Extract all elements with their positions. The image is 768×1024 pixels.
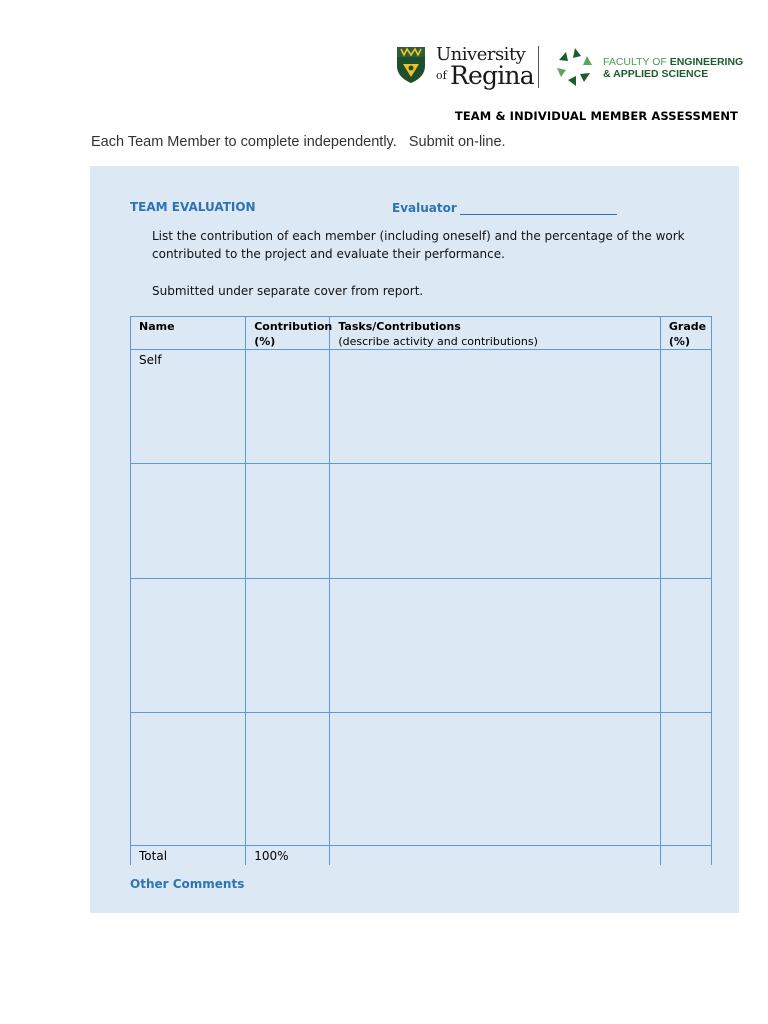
table-row xyxy=(131,464,712,579)
name-cell[interactable] xyxy=(131,464,246,579)
total-grade-cell[interactable] xyxy=(660,846,711,865)
grade-value xyxy=(661,713,711,715)
evaluation-panel xyxy=(90,166,739,913)
grade-cell[interactable] xyxy=(660,579,711,713)
faculty-line1-bold: ENGINEERING xyxy=(669,56,744,68)
table-header-row xyxy=(131,317,712,350)
header-grade-unit: (%) xyxy=(668,335,690,348)
header-tasks-sub: (describe activity and contributions) xyxy=(338,335,538,348)
tasks-cell[interactable] xyxy=(330,713,661,846)
tasks-value xyxy=(330,579,660,581)
evaluator-input-line[interactable] xyxy=(460,200,617,215)
grade-value xyxy=(661,579,711,581)
evaluator-field[interactable] xyxy=(392,200,617,215)
name-cell[interactable] xyxy=(131,713,246,846)
header-name xyxy=(131,317,246,350)
header-contribution xyxy=(246,317,333,350)
other-comments-label: Other Comments xyxy=(130,877,245,891)
section-title: TEAM EVALUATION xyxy=(130,200,256,214)
total-label: Total xyxy=(139,849,168,863)
submitted-note: Submitted under separate cover from report. xyxy=(152,284,424,298)
contribution-value xyxy=(246,350,329,352)
name-cell[interactable] xyxy=(131,579,246,713)
contribution-value xyxy=(246,713,329,715)
total-row xyxy=(131,846,712,865)
name-value xyxy=(131,464,245,466)
logo-divider xyxy=(538,46,539,88)
document-title: TEAM & INDIVIDUAL MEMBER ASSESSMENT xyxy=(454,109,738,123)
total-value-cell xyxy=(246,846,330,865)
university-line2: Regina xyxy=(450,61,534,90)
evaluator-label: Evaluator xyxy=(392,201,457,215)
name-value xyxy=(131,579,245,581)
header-name-label: Name xyxy=(139,320,175,333)
contribution-cell[interactable] xyxy=(246,350,330,464)
header-tasks xyxy=(330,317,661,350)
name-value xyxy=(131,713,245,715)
contribution-cell[interactable] xyxy=(246,464,330,579)
instructions-text: Each Team Member to complete independently. Submit on-line. xyxy=(91,134,506,150)
table-row xyxy=(131,579,712,713)
tasks-value xyxy=(330,350,660,352)
name-cell[interactable] xyxy=(131,350,246,464)
grade-value xyxy=(661,464,711,466)
header-grade xyxy=(660,317,711,350)
grade-cell[interactable] xyxy=(660,464,711,579)
form-description: List the contribution of each member (including oneself) and the percentage of the work contributed to the project and evaluate their performance. xyxy=(152,229,685,261)
grade-value xyxy=(661,350,711,352)
grade-cell[interactable] xyxy=(660,350,711,464)
total-value: 100% xyxy=(254,849,289,863)
header-logos xyxy=(392,40,742,96)
tasks-cell[interactable] xyxy=(330,464,661,579)
grade-cell[interactable] xyxy=(660,713,711,846)
contribution-cell[interactable] xyxy=(246,713,330,846)
header-contribution-unit: (%) xyxy=(254,335,276,348)
contribution-value xyxy=(246,464,329,466)
contribution-cell[interactable] xyxy=(246,579,330,713)
tasks-value xyxy=(330,713,660,715)
university-line1: University xyxy=(436,44,526,65)
header-grade-label: Grade xyxy=(668,320,707,333)
tasks-cell[interactable] xyxy=(330,579,661,713)
faculty-line1-light: FACULTY OF xyxy=(603,56,670,68)
tasks-value xyxy=(330,464,660,466)
table-row xyxy=(131,713,712,846)
university-of: of xyxy=(436,69,447,82)
header-tasks-label: Tasks/Contributions xyxy=(338,320,461,333)
total-tasks-cell[interactable] xyxy=(330,846,661,865)
contribution-value xyxy=(246,579,329,581)
faculty-wordmark xyxy=(603,56,743,80)
faculty-line2: & APPLIED SCIENCE xyxy=(603,68,709,80)
tasks-cell[interactable] xyxy=(330,350,661,464)
university-shield-icon xyxy=(396,46,426,84)
total-label-cell xyxy=(131,846,246,865)
faculty-star-icon xyxy=(554,46,596,88)
contribution-table xyxy=(130,316,712,865)
table-row xyxy=(131,350,712,464)
header-contribution-label: Contribution xyxy=(254,320,333,333)
name-value: Self xyxy=(139,353,162,367)
